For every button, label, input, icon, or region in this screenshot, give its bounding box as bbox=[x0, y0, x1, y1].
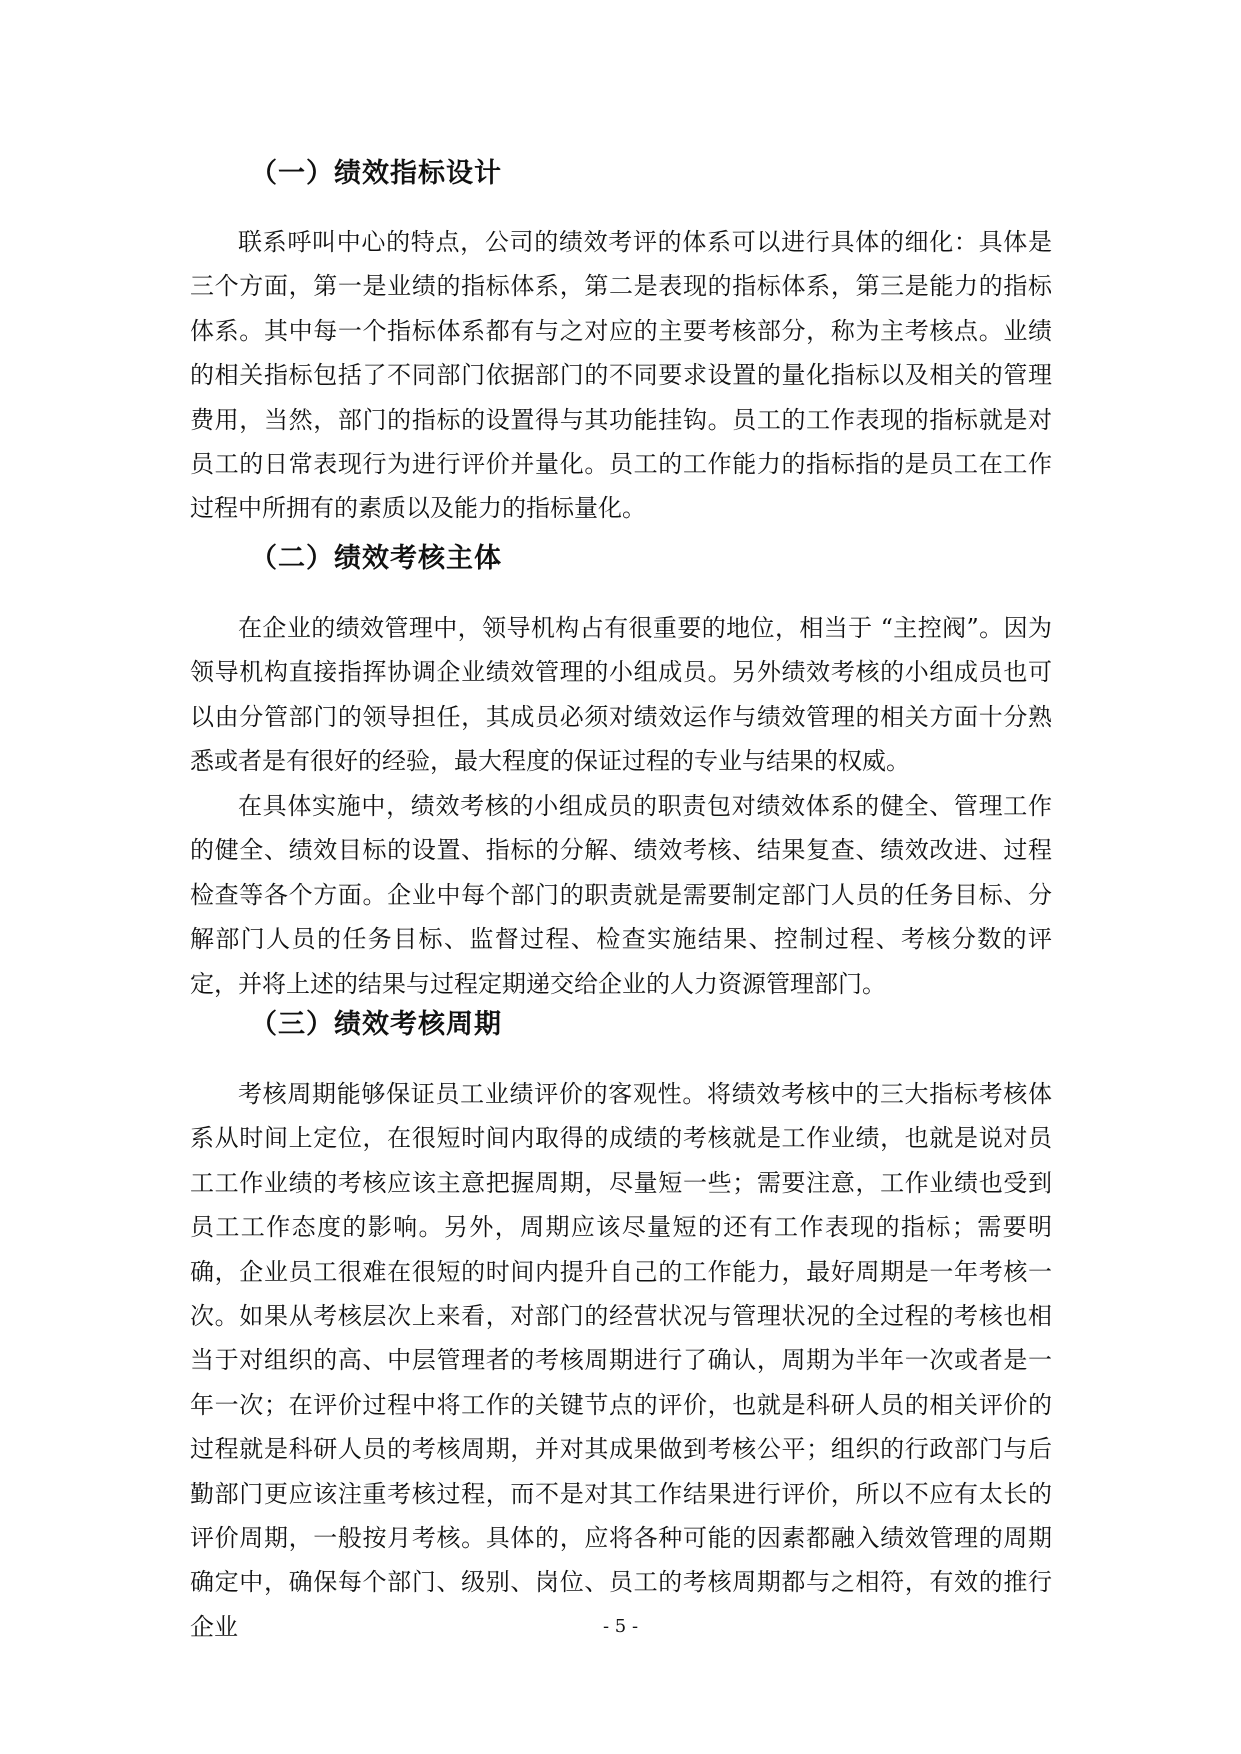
section-heading-3: （三）绩效考核周期 bbox=[250, 1009, 502, 1040]
section-heading-1: （一）绩效指标设计 bbox=[250, 158, 502, 189]
paragraph-assessment-cycle: 考核周期能够保证员工业绩评价的客观性。将绩效考核中的三大指标考核体系从时间上定位，在很短时间内取得的成绩的考核就是工作业绩，也就是说对员工工作业绩的考核应该主意把握周期，尽量短一些；需要注意，工作业绩也受到员工工作态度的影响。另外，周期应该尽量短的还有工作表现的指标；需要明确，企业员工很难在很短的时间内提升自己的工作能力，最好周期是一年考核一次。如果从考核层次上来看，对部门的经营状况与管理状况的全过程的考核也相当于对组织的高、中层管理者的考核周期进行了确认，周期为半年一次或者是一年一次；在评价过程中将工作的关键节点的评价，也就是科研人员的相关评价的过程就是科研人员的考核周期，并对其成果做到考核公平；组织的行政部门与后勤部门更应该注重考核过程，而不是对其工作结果进行评价，所以不应有太长的评价周期，一般按月考核。具体的，应将各种可能的因素都融入绩效管理的周期确定中，确保每个部门、级别、岗位、员工的考核周期都与之相符，有效的推行企业 bbox=[190, 1080, 1052, 1641]
paragraph-assessment-subject-duties: 在具体实施中，绩效考核的小组成员的职责包对绩效体系的健全、管理工作的健全、绩效目标的设置、指标的分解、绩效考核、结果复查、绩效改进、过程检查等各个方面。企业中每个部门的职责就是需要制定部门人员的任务目标、分解部门人员的任务目标、监督过程、检查实施结果、控制过程、考核分数的评定，并将上述的结果与过程定期递交给企业的人力资源管理部门。 bbox=[190, 792, 1052, 998]
section-heading-2: （二）绩效考核主体 bbox=[250, 543, 502, 574]
paragraph-performance-indicator-design: 联系呼叫中心的特点，公司的绩效考评的体系可以进行具体的细化：具体是三个方面，第一是业绩的指标体系，第二是表现的指标体系，第三是能力的指标体系。其中每一个指标体系都有与之对应的主要考核部分，称为主考核点。业绩的相关指标包括了不同部门依据部门的不同要求设置的量化指标以及相关的管理费用，当然，部门的指标的设置得与其功能挂钩。员工的工作表现的指标就是对员工的日常表现行为进行评价并量化。员工的工作能力的指标指的是员工在工作过程中所拥有的素质以及能力的指标量化。 bbox=[190, 228, 1052, 523]
paragraph-assessment-subject-leadership: 在企业的绩效管理中，领导机构占有很重要的地位，相当于 “主控阀”。因为领导机构直接指挥协调企业绩效管理的小组成员。另外绩效考核的小组成员也可以由分管部门的领导担任，其成员必须对绩效运作与绩效管理的相关方面十分熟悉或者是有很好的经验，最大程度的保证过程的专业与结果的权威。 bbox=[190, 614, 1052, 776]
page-number: - 5 - bbox=[602, 1616, 639, 1637]
